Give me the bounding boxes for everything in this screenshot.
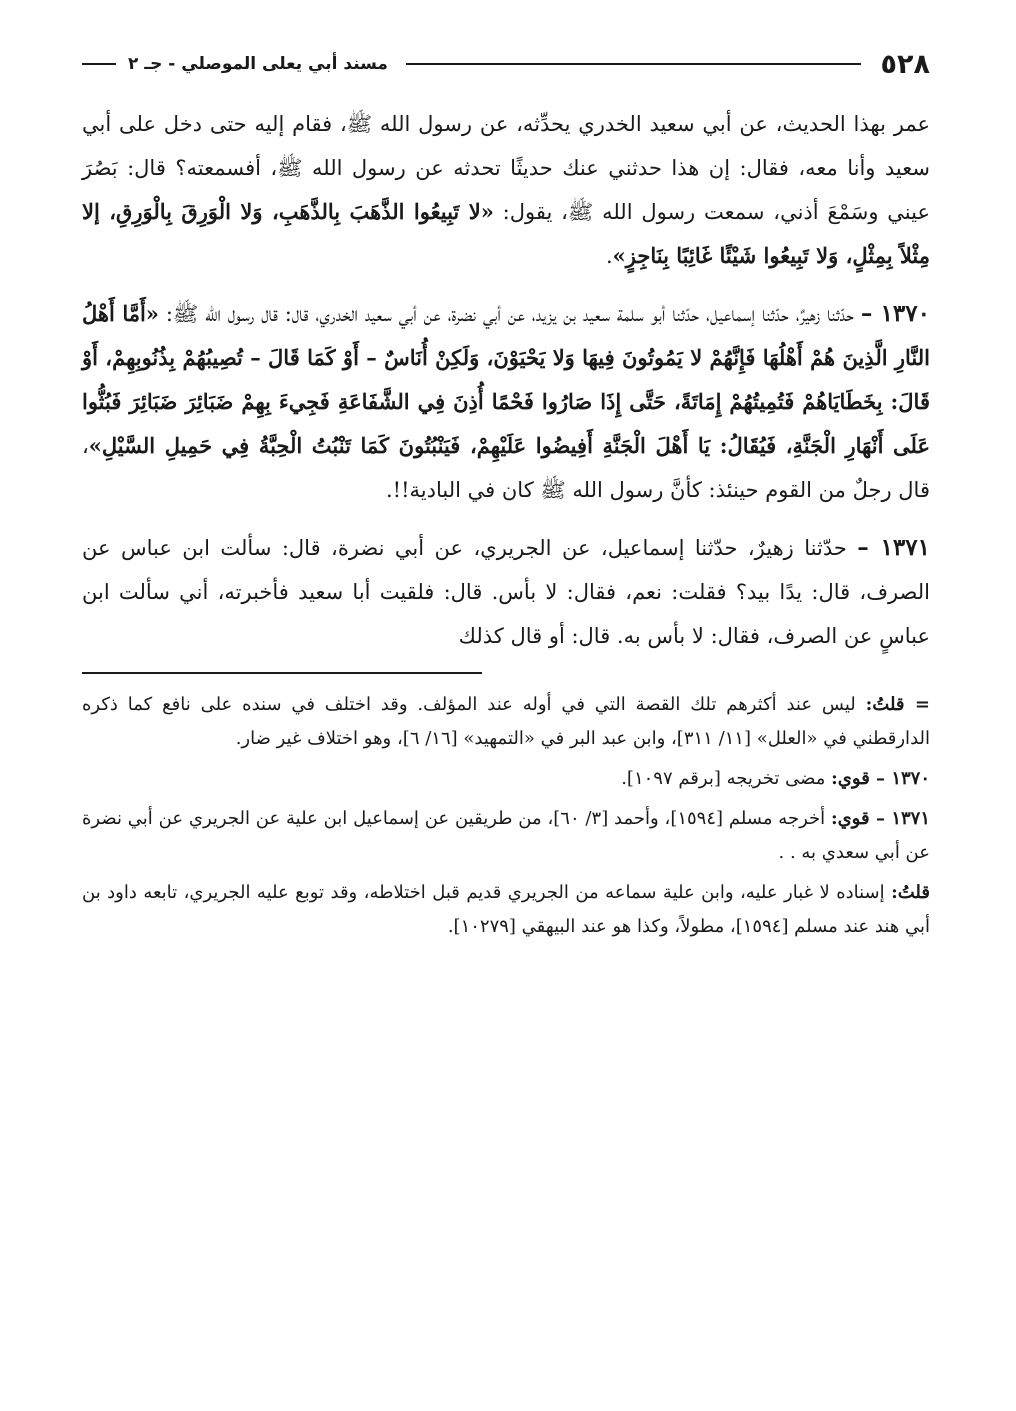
footnote-text: إسناده لا غبار عليه، وابن علية سماعه من الجريري قديم قبل اختلاطه، وقد توبع عليه الجريري، تابعه داود بن أبي هند عند مسلم [١٥٩٤]، مطولاً، وكذا هو عند البيهقي [١٠٢٧٩]. <box>82 882 930 937</box>
footnote <box>82 688 930 756</box>
hadith-text: «لا تَبِيعُوا الذَّهَبَ بِالذَّهَبِ، وَلا الْوَرِقَ بِالْوَرِقِ، إلا مِثْلاً بِمِثْلٍ، وَلا تَبِيعُوا شَيْئًا غَائِبًا بِنَاجِزٍ» <box>82 199 930 268</box>
footnote-label: = قلتُ: <box>865 694 930 715</box>
isnad-text: حدّثنا زهيرٌ، حدّثنا إسماعيل، عن الجريري، عن أبي نضرة، قال: سألت ابن عباس عن الصرف، قال: يدًا بيد؟ فقلت: نعم، فقال: لا بأس. قال: فلقيت أبا سعيد فأخبرته، أني سألت ابن عباسٍ عن الصرف، فقال: لا بأس به. قال: أو قال كذلك <box>82 536 930 648</box>
header-rule-right <box>406 63 861 65</box>
running-header <box>82 42 930 86</box>
paragraph-end: ، قال رجلٌ من القوم حينئذ: كأنَّ رسول الله ﷺ كان في البادية!!. <box>82 434 930 502</box>
paragraph-end: . <box>605 244 613 268</box>
page-number: ٥٢٨ <box>880 48 930 80</box>
footnote-text: مضى تخريجه [برقم ١٠٩٧]. <box>621 768 826 789</box>
paragraph-text: عمر بهذا الحديث، عن أبي سعيد الخدري يحدِّثه، عن رسول الله ﷺ، فقام إليه حتى دخل على أبي سعيد وأنا معه، فقال: إن هذا حدثني عنك حديثًا تحدثه عن رسول الله ﷺ، أفسمعته؟ قال: بَصُرَ عيني وسَمْعَ أذني، سمعت رسول الله ﷺ، يقول: <box>82 112 930 224</box>
hadith-number: ١٣٧١ – <box>857 534 930 561</box>
header-rule-left <box>82 63 116 65</box>
footnote-text: ليس عند أكثرهم تلك القصة التي في أوله عند المؤلف. وقد اختلف في سنده على نافع كما ذكره الدارقطني في «العلل» [١١/ ٣١١]، وابن عبد البر في «التمهيد» [١٦/ ٦]، وهو اختلاف غير ضار. <box>82 694 930 749</box>
footnote <box>82 802 930 870</box>
footnote-label: ١٣٧٠ – قوي: <box>831 768 930 789</box>
book-title: مسند أبي يعلى الموصلي - جـ ٢ <box>128 54 388 74</box>
hadith-text: «أَمَّا أَهْلُ النَّارِ الَّذِينَ هُمْ أَهْلُهَا فَإِنَّهُمْ لا يَمُوتُونَ فِيهَا وَلا يَحْيَوْنَ، وَلَكِنْ أُنَاسٌ – أَوْ كَمَا قَالَ – تُصِيبُهُمْ بِذُنُوبِهِمْ، أَوْ قَالَ: بِخَطَايَاهُمْ فَتُمِيتُهُمْ إِمَاتَةً، حَتَّى إِذَا صَارُوا فَحْمًا أُذِنَ فِي الشَّفَاعَةِ فَجِيءَ بِهِمْ ضَبَائِرَ ضَبَائِرَ فَبُثُّوا عَلَى أَنْهَارِ الْجَنَّةِ، فَيُقَالُ: يَا أَهْلَ الْجَنَّةِ أَفِيضُوا عَلَيْهِمْ، فَيَنْبُتُونَ كَمَا تَنْبُتُ الْحِبَّةُ فِي حَمِيلِ السَّيْلِ» <box>82 301 930 458</box>
main-text <box>82 102 930 658</box>
paragraph-continuation <box>82 102 930 278</box>
isnad-text: حدّثنا زهيرٌ، حدّثنا إسماعيل، حدّثنا أبو سلمة سعيد بن يزيد، عن أبي نضرة، عن أبي سعيد الخدري، قال: قال رسول الله ﷺ: <box>165 302 854 326</box>
footnote-text: أخرجه مسلم [١٥٩٤]، وأحمد [٣/ ٦٠]، من طريقين عن إسماعيل ابن علية عن الجريري عن أبي نضرة عن أبي سعدي به . . <box>82 808 930 863</box>
footnote-label: قلتُ: <box>891 882 930 903</box>
footnote-separator <box>82 672 482 674</box>
footnotes <box>82 688 930 944</box>
hadith-number: ١٣٧٠ – <box>860 300 930 327</box>
hadith-1370 <box>82 292 930 512</box>
footnote-label: ١٣٧١ – قوي: <box>830 808 930 829</box>
hadith-1371 <box>82 526 930 658</box>
footnote <box>82 876 930 944</box>
footnote <box>82 762 930 796</box>
